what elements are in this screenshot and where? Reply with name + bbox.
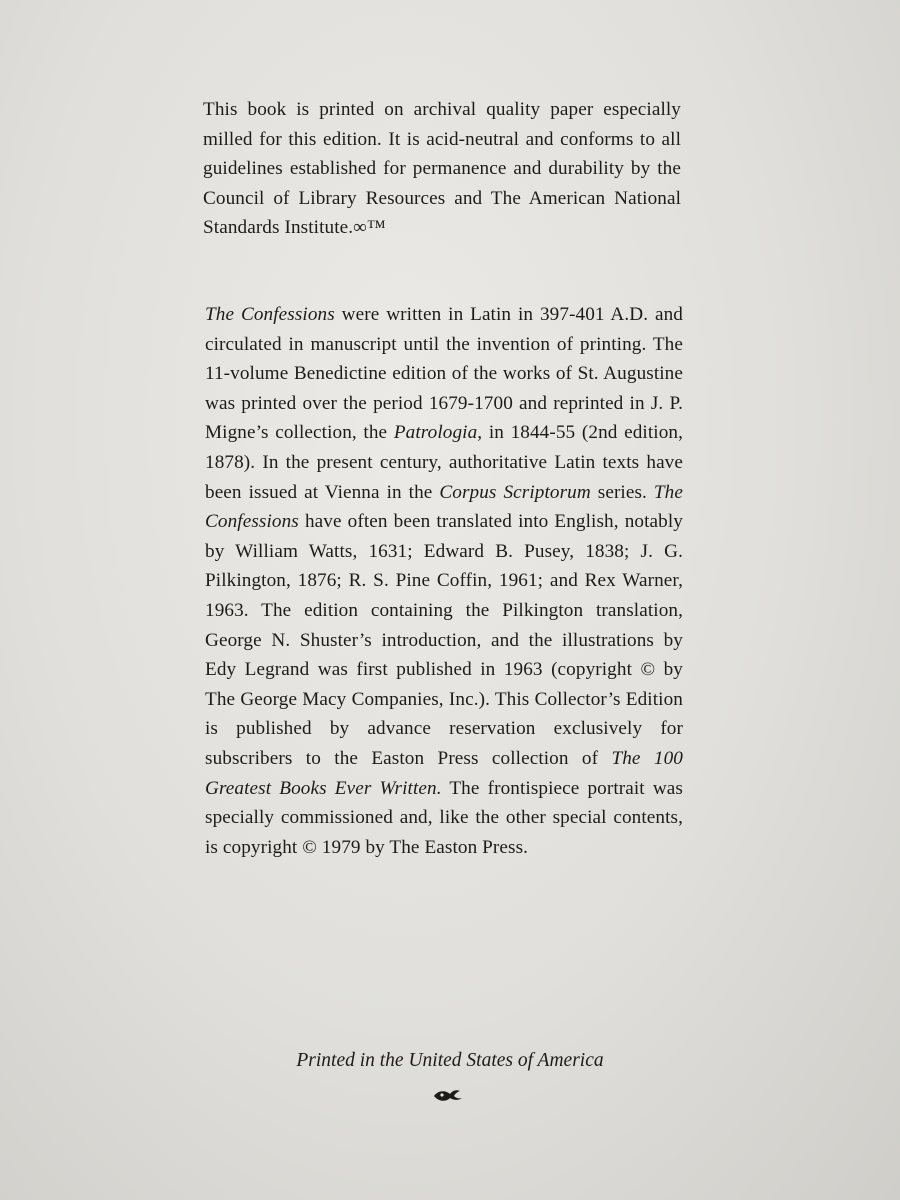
title-100-greatest-books: The 100 Greatest Books Ever Written. [205,747,683,799]
paper-notice-text: This book is printed on archival quality paper especially milled for this edition. It is acid-neutral and conforms to all guidelines established for permanence and durability by the Council of Library Resources and The American National Standards Institute. [203,99,681,239]
title-patrologia: Patrologia, [393,422,483,444]
fleuron-icon [430,1082,466,1106]
title-confessions: The Confessions [205,304,335,325]
history-text: in 1844-55 (2nd edition, 1878). In the present century, authoritative Latin texts have been issued at Vienna in the [205,422,683,503]
title-corpus-scriptorum: Corpus Scriptorum [439,481,591,503]
title-confessions-2: The Confessions [205,481,683,533]
history-text: The frontispiece portrait was specially commissioned and, like the other special contents, is copyright © 1979 by The Easton Press. [205,777,683,858]
publication-history-paragraph [205,300,683,862]
history-text: have often been translated into English, notably by William Watts, 1631; Edward B. Pusey, 1838; J. G. Pilkington, 1876; R. S. Pine Coffin, 1961; and Rex Warner, 1963. The edition containing the Pilkington translation, George N. Shuster’s introduction, and the illustrations by Edy Legrand was first published in 1963 (copyright © by The George Macy Companies, Inc.). This Collector’s Edition is published by advance reservation exclusively for subscribers to the Easton Press collection of [205,511,683,769]
history-text: series. [590,481,654,503]
paper-notice [203,95,681,243]
history-text: were written in Latin in 397-401 A.D. and circulated in manuscript until the invention of printing. The 11-volume Benedictine edition of the works of St. Augustine was printed over the period 1679-1700 and reprinted in J. P. Migne’s collection, the [205,304,683,444]
publication-history [205,300,683,862]
paper-notice-paragraph [203,95,681,243]
infinity-tm-symbol: ∞™ [353,217,386,239]
printed-in-imprint: Printed in the United States of America [296,1050,604,1071]
